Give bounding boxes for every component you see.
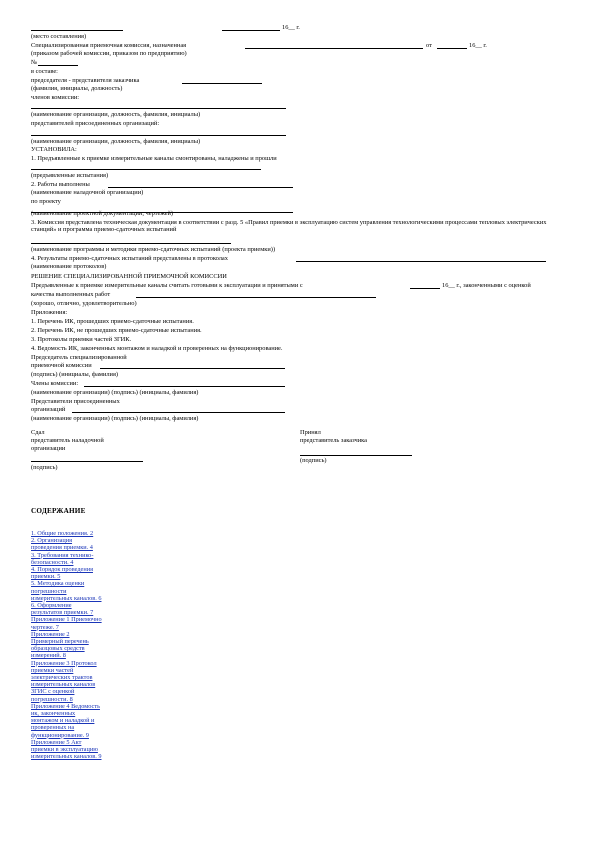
attachment-item: 2. Перечень ИК, не прошедших приемо-сдаточные испытания. (31, 327, 202, 334)
toc-link[interactable]: 2. Организация (31, 537, 73, 545)
handed-over-rule (31, 461, 143, 462)
place-caption: (место составления) (31, 33, 87, 40)
toc-link[interactable]: чертеже. 7 (31, 623, 59, 631)
toc-link[interactable]: Приложение 2 (31, 630, 70, 638)
toc-link[interactable]: измерительных каналов (31, 681, 96, 689)
decision-text1-date: 16__ г., законченными с оценкой (442, 282, 531, 289)
members-sign-rule (84, 386, 285, 387)
toc-link[interactable]: 4. Порядок проведения (31, 566, 93, 574)
toc-link[interactable]: измерений. 8 (31, 652, 66, 660)
handed-over: Сдал (31, 429, 45, 436)
chairman-rule (182, 83, 262, 84)
handed-over-caption: (подпись) (31, 464, 58, 471)
toc-link[interactable]: приемки. 5 (31, 573, 61, 581)
date-rule (222, 30, 280, 31)
toc-link[interactable]: погрешности (31, 587, 67, 595)
handed-over-role: представитель наладочной (31, 437, 104, 444)
chairman-caption: (фамилия, инициалы, должность) (31, 85, 123, 92)
composition: в составе: (31, 68, 58, 75)
p3-rule (31, 243, 231, 244)
established-p2: 2. Работы выполнены (31, 181, 90, 188)
toc-link[interactable]: ЗГИС с оценкой (31, 688, 75, 696)
accepted: Принял (300, 429, 321, 436)
chairman-sign-1: Председатель специализированной (31, 354, 127, 361)
members-caption: (наименование организации, должность, фамилия, инициалы) (31, 111, 201, 118)
accepted-role: представитель заказчика (300, 437, 368, 444)
chairman-line: председателя - представителя заказчика (31, 77, 140, 84)
established-p2-project: по проекту (31, 198, 61, 205)
p4-rule (296, 261, 546, 262)
established-p1-caption: (предъявленные испытания) (31, 172, 109, 179)
decision-text2: качества выполненных работ (31, 291, 111, 298)
toc-link[interactable]: погрешности. 8 (31, 695, 73, 703)
city-date: 16__ г. (282, 24, 300, 31)
commission-date-rule (437, 48, 467, 49)
toc-link[interactable]: функционирование. 9 (31, 731, 89, 739)
attachment-item: 4. Ведомость ИК, законченных монтажом и наладкой и проверенных на функционирование. (31, 345, 283, 352)
decision-text1: Предъявленные к приемке измерительные каналы считать готовыми к эксплуатации и принятыми с (31, 282, 303, 289)
toc-link[interactable]: 1. Общие положения. 2 (31, 530, 94, 537)
representatives-caption: (наименование организации, должность, фамилия, инициалы) (31, 138, 201, 145)
chairman-sign-2: приемочной комиссии (31, 362, 92, 369)
commission-rule (245, 48, 423, 49)
established-p2-caption: (наименование наладочной организации) (31, 189, 144, 196)
established-p2-project-caption: (наименование проектной документации, чертежей) (31, 210, 174, 217)
members-line: членов комиссии: (31, 94, 80, 101)
reps-sign-rule (72, 412, 285, 413)
place-rule (31, 30, 123, 31)
accepted-rule (300, 455, 412, 456)
established-p3: 3. Комиссия представлена техническая документация в соответствии с разд. 5 «Правил приемки в эксплуатацию систем управления технологическими процессами тепловых электрических станций» и программа приемо-сдаточных испытаний (31, 219, 547, 233)
decision-quality-rule (136, 297, 376, 298)
established-p3-caption: (наименование программы и методики приемо-сдаточных испытаний (проекта приемки)) (31, 246, 276, 253)
attachment-item: 1. Перечень ИК, прошедших приемо-сдаточные испытания. (31, 318, 194, 325)
decision-title: РЕШЕНИЕ СПЕЦИАЛИЗИРОВАННОЙ ПРИЕМОЧНОЙ КОМИССИИ (31, 273, 227, 280)
chairman-sign-caption: (подпись) (инициалы, фамилия) (31, 371, 119, 378)
toc-link[interactable]: 3. Требования технико- (31, 551, 94, 559)
commission-caption: (приказом рабочей комиссии, приказом по предприятию) (31, 50, 187, 57)
toc-link[interactable]: Приложение 1 Приемочно (31, 616, 102, 624)
toc-link[interactable]: проверенных на (31, 724, 75, 732)
members-sign: Члены комиссии: (31, 380, 79, 387)
reps-sign-2: организаций (31, 406, 66, 413)
toc-link[interactable]: приемки в эксплуатацию (31, 746, 98, 754)
p2-rule (108, 187, 293, 188)
decision-date-rule (410, 288, 440, 289)
toc-link[interactable]: измерительных каналов. 6 (31, 594, 102, 602)
contents-title: СОДЕРЖАНИЕ (31, 507, 86, 515)
established-p1: 1. Предъявленные к приемке измерительные каналы смонтированы, наладжены и прошли (31, 155, 277, 162)
toc-link[interactable]: ик, законченных (31, 710, 76, 718)
established-p4: 4. Результаты приемо-сдаточных испытаний представлены в протоколах (31, 255, 228, 262)
toc-link[interactable]: электрических трактов (31, 674, 93, 682)
toc-link[interactable]: Приложение 5 Акт (31, 738, 82, 746)
representatives-rule (31, 135, 286, 136)
handed-over-org: организации (31, 445, 66, 452)
commission-line: Специализированная приемочная комиссия, назначенная (31, 42, 187, 49)
attachments-title: Приложения: (31, 309, 68, 316)
toc-link[interactable]: 6. Оформление (31, 602, 72, 610)
toc-link[interactable]: Приложение 4 Ведомость (31, 702, 100, 710)
chairman-sign-rule (100, 368, 285, 369)
commission-from: от (426, 42, 432, 49)
toc-link[interactable]: проведения приемки. 4 (31, 544, 93, 552)
toc-link[interactable]: измерительных каналов. 9 (31, 753, 102, 761)
number-sign: № (31, 59, 38, 66)
contents-list (31, 530, 141, 761)
attachment-item: 3. Протоколы приемки частей ЗГИК. (31, 336, 132, 343)
toc-link[interactable]: приемки частей (31, 666, 74, 674)
decision-text2-caption: (хорошо, отлично, удовлетворительно) (31, 300, 137, 307)
number-rule (38, 65, 78, 66)
reps-sign-caption: (наименование организации) (подпись) (инициалы, фамилия) (31, 415, 199, 422)
members-sign-caption: (наименование организации) (подпись) (инициалы, фамилия) (31, 389, 199, 396)
toc-link[interactable]: безопасности. 4 (31, 558, 74, 566)
established-p4-caption: (наименование протоколов) (31, 263, 107, 270)
toc-link[interactable]: результатов приемки. 7 (31, 609, 94, 617)
accepted-caption: (подпись) (300, 457, 327, 464)
toc-link[interactable]: Примерный перечень (31, 638, 89, 646)
toc-link[interactable]: монтажом и наладкой и (31, 717, 95, 725)
reps-sign-1: Представители присоединенных (31, 398, 120, 405)
toc-link[interactable]: 5. Методика оценки (31, 580, 85, 588)
toc-link[interactable]: образцовых средств (31, 645, 85, 653)
members-rule (31, 108, 286, 109)
p1-rule (31, 169, 261, 170)
toc-link[interactable]: Приложение 3 Протокол (31, 659, 97, 667)
established-title: УСТАНОВИЛА: (31, 146, 77, 153)
representatives-line: представителей присоединенных организаций: (31, 120, 160, 127)
commission-date: 16__ г. (469, 42, 487, 49)
